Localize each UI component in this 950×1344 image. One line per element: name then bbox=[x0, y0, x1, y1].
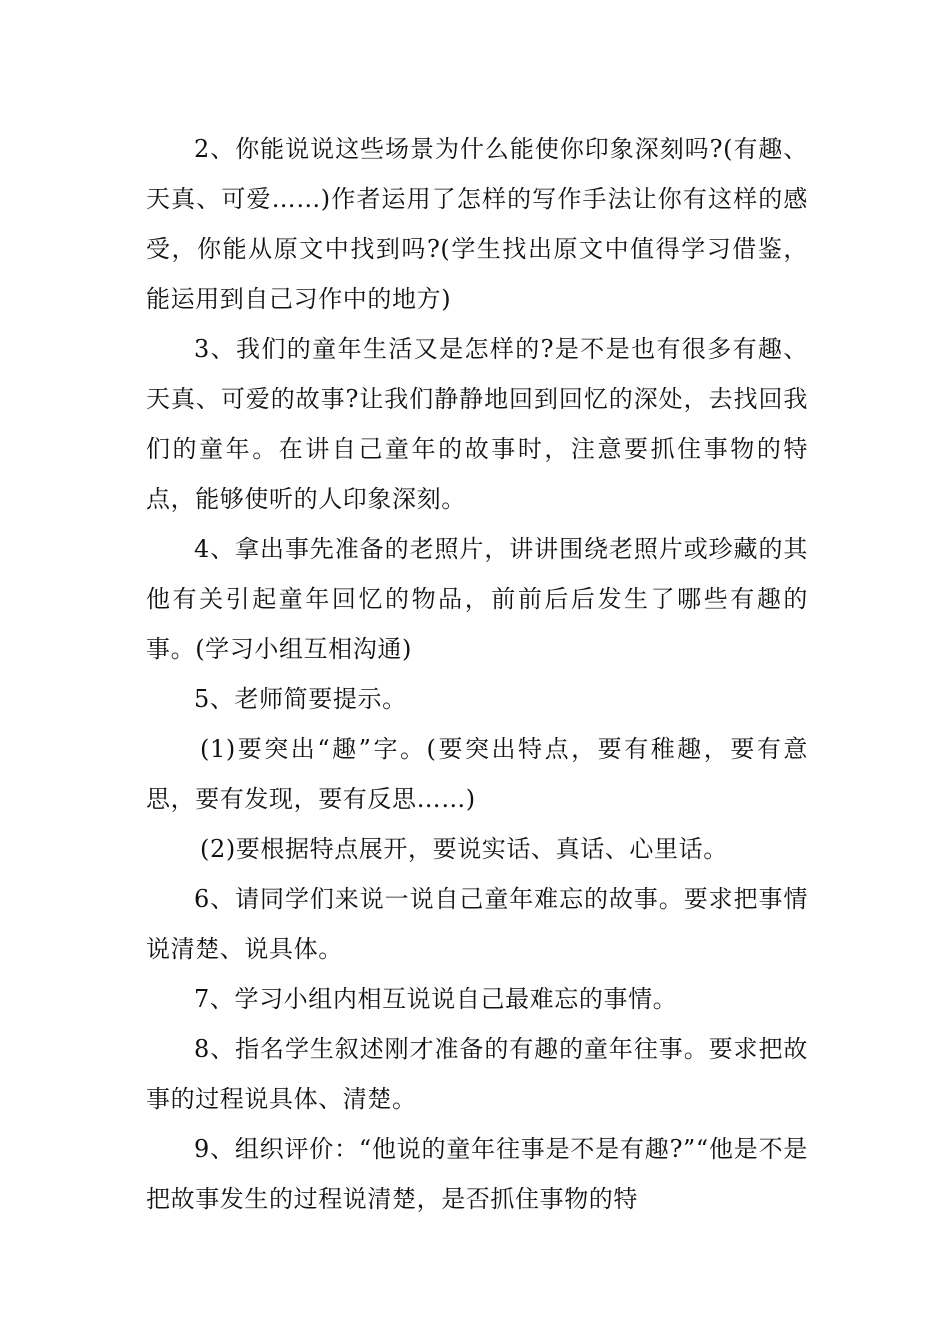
paragraph-7: 7、学习小组内相互说说自己最难忘的事情。 bbox=[194, 985, 678, 1013]
paragraph-5-1: (1)要突出“趣”字。(要突出特点，要有稚趣，要有意思，要有发现，要有反思……) bbox=[146, 735, 808, 813]
paragraph-5-2: (2)要根据特点展开，要说实话、真话、心里话。 bbox=[200, 835, 728, 863]
paragraph-8: 8、指名学生叙述刚才准备的有趣的童年往事。要求把故事的过程说具体、清楚。 bbox=[146, 1035, 808, 1113]
paragraph-9: 9、组织评价：“他说的童年往事是不是有趣?”“他是不是把故事发生的过程说清楚，是否抓住事物的特 bbox=[146, 1135, 808, 1213]
paragraph-2: 2、你能说说这些场景为什么能使你印象深刻吗?(有趣、天真、可爱……)作者运用了怎样的写作手法让你有这样的感受，你能从原文中找到吗?(学生找出原文中值得学习借鉴，能运用到自己习作中的地方) bbox=[146, 135, 808, 313]
paragraph-5: 5、老师简要提示。 bbox=[194, 685, 407, 713]
paragraph-3: 3、我们的童年生活又是怎样的?是不是也有很多有趣、天真、可爱的故事?让我们静静地回到回忆的深处，去找回我们的童年。在讲自己童年的故事时，注意要抓住事物的特点，能够使听的人印象深刻。 bbox=[146, 335, 808, 513]
paragraph-4: 4、拿出事先准备的老照片，讲讲围绕老照片或珍藏的其他有关引起童年回忆的物品，前前后后发生了哪些有趣的事。(学习小组互相沟通) bbox=[146, 535, 808, 663]
paragraph-6: 6、请同学们来说一说自己童年难忘的故事。要求把事情说清楚、说具体。 bbox=[146, 885, 808, 963]
document-body bbox=[146, 124, 808, 1224]
